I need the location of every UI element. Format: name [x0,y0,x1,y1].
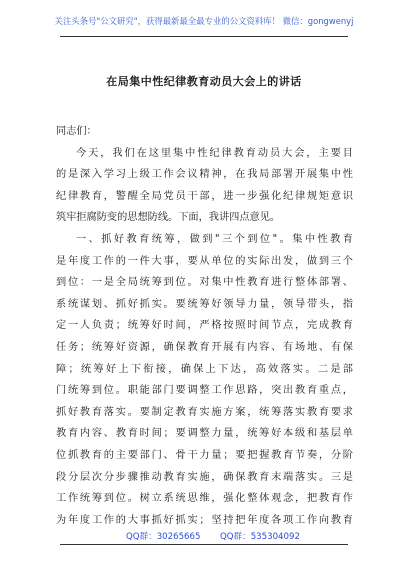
page-header [0,0,408,42]
body-line: 为年度工作的大事抓好抓实；坚持把年度各项工作向教育 [56,514,353,526]
body-line: 到位：一是全局统筹到位。对集中性教育进行整体部署、 [56,277,353,289]
document-title: 在局集中性纪律教育动员大会上的讲话 [106,75,302,88]
footer-qq-group-2: QQ群：535304092 [220,532,300,542]
body-line: 工作统筹到位。树立系统思维，强化整体观念，把教育作 [56,493,353,505]
body-line: 障；统筹好上下衔接，确保上下达，高效落实。二是部 [56,363,353,375]
body-line: 纪律教育，警醒全局党员干部，进一步强化纪律规矩意识 [56,190,353,202]
body-line: 今天，我们在这里集中性纪律教育动员大会，主要目 [76,147,353,159]
body-line: 一、抓好教育统筹，做到"三个到位"。集中性教育 [76,233,353,245]
body-line: 的是深入学习上级工作会议精神，在我局部署开展集中性 [56,169,353,181]
greeting: 同志们： [56,126,97,137]
body-line: 段分层次分步骤推动教育实施，确保教育末端落实。三是 [56,471,353,483]
header-notice: 关注头条号"公文研究"，获得最新最全最专业的公文资料库！ 微信：gongwenyj [54,16,354,26]
body-line: 是年度工作的一件大事，要从单位的实际出发，做到三个 [56,255,353,267]
body-line: 系统谋划、抓好抓实。要统筹好领导力量，领导带头，指 [56,298,353,310]
body-line: 位抓教育的主要部门、骨干力量；要把握教育节奏，分阶 [56,449,353,461]
body-line: 任务；统筹好资源，确保教育开展有内容、有场地、有保 [56,341,353,353]
body-line: 定一人负责；统筹好时间，严格按照时间节点，完成教育 [56,320,353,332]
footer-qq-group-1: QQ群：30265665 [126,532,201,542]
header-divider [60,36,348,37]
footer-divider [60,544,348,545]
body-line: 教育内容、教育时间；要调整力量，统筹好本级和基层单 [56,428,353,440]
body-line: 抓好教育落实。要制定教育实施方案，统筹落实教育要求 [56,406,353,418]
body-line: 筑牢拒腐防变的思想防线。下面，我讲四点意见。 [56,212,281,224]
body-line: 门统筹到位。职能部门要调整工作思路，突出教育重点， [56,385,353,397]
document-body [56,121,353,531]
